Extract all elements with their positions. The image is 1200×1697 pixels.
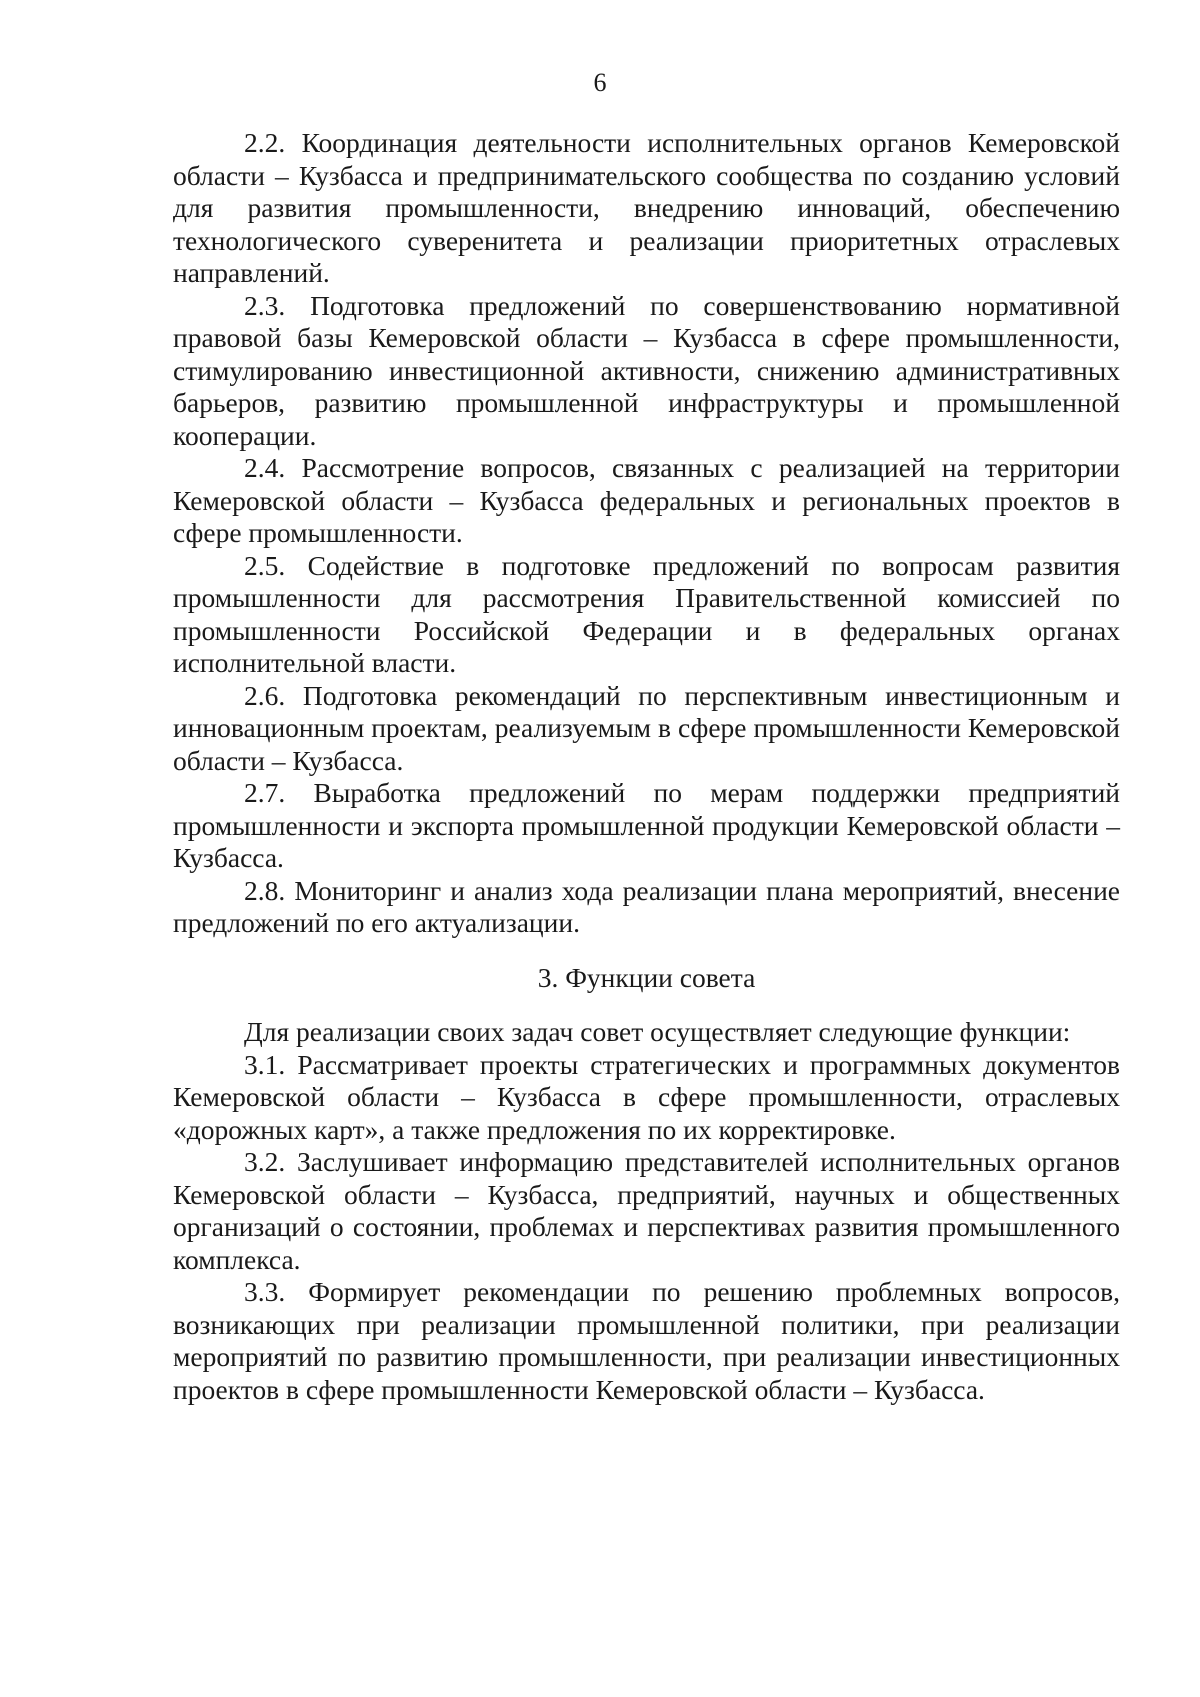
- paragraph-2-8: [173, 875, 1120, 940]
- paragraph-2-7: [173, 777, 1120, 875]
- paragraph-2-4: [173, 452, 1120, 550]
- item-text: Содействие в подготовке предложений по вопросам развития промышленности для рассмотрения Правительственной комиссией по промышленности Российской Федерации и в федеральных органах исполнительной власти.: [173, 549, 1121, 678]
- item-number: 3.1.: [244, 1048, 286, 1080]
- item-number: 2.4.: [244, 452, 286, 483]
- paragraph-3-2: [173, 1146, 1120, 1276]
- paragraph-2-3: [173, 290, 1120, 453]
- item-number: 2.8.: [244, 874, 286, 906]
- item-text: Рассматривает проекты стратегических и программных документов Кемеровской области – Кузбасса в сфере промышленности, отраслевых «дорожных карт», а также предложения по их корректировке.: [173, 1048, 1120, 1145]
- item-number: 2.2.: [244, 127, 286, 158]
- item-text: Формирует рекомендации по решению проблемных вопросов, возникающих при реализации промышленной политики, при реализации мероприятий по развитию промышленности, при реализации инвестиционных проектов в сфере промышленности Кемеровской области – Кузбасса.: [173, 1276, 1121, 1405]
- paragraph-2-6: [173, 680, 1120, 778]
- paragraph-3-3: [173, 1276, 1120, 1406]
- item-text: Подготовка рекомендаций по перспективным инвестиционным и инновационным проектам, реализуемым в сфере промышленности Кемеровской области – Кузбасса.: [173, 679, 1120, 776]
- item-number: 2.6.: [244, 679, 286, 711]
- item-text: Координация деятельности исполнительных органов Кемеровской области – Кузбасса и предпринимательского сообщества по созданию условий для развития промышленности, внедрению инноваций, обеспечению технологического суверенитета и реализации приоритетных отраслевых направлений.: [173, 127, 1120, 288]
- item-text: Выработка предложений по мерам поддержки предприятий промышленности и экспорта промышленной продукции Кемеровской области – Кузбасса.: [173, 777, 1121, 873]
- item-number: 2.7.: [244, 777, 286, 808]
- item-number: 2.5.: [244, 549, 286, 581]
- paragraph-2-5: [173, 550, 1120, 680]
- item-number: 3.3.: [244, 1276, 286, 1307]
- item-text: Подготовка предложений по совершенствованию нормативной правовой базы Кемеровской области – Кузбасса в сфере промышленности, стимулированию инвестиционной активности, снижению административных барьеров, развитию промышленной инфраструктуры и промышленной кооперации.: [173, 289, 1121, 451]
- item-number: 3.2.: [244, 1146, 286, 1177]
- item-text: Рассмотрение вопросов, связанных с реализацией на территории Кемеровской области – Кузбасса федеральных и региональных проектов в сфере промышленности.: [173, 452, 1120, 548]
- section-3-heading: 3. Функции совета: [537, 961, 756, 993]
- item-text: Мониторинг и анализ хода реализации плана мероприятий, внесение предложений по его актуализации.: [173, 874, 1121, 938]
- page-number: 6: [593, 68, 607, 97]
- section-3-intro: Для реализации своих задач совет осуществляет следующие функции:: [244, 1016, 1071, 1047]
- document-body: [173, 127, 1120, 1406]
- item-number: 2.3.: [244, 289, 286, 321]
- paragraph-3-1: [173, 1049, 1120, 1147]
- item-text: Заслушивает информацию представителей исполнительных органов Кемеровской области – Кузбасса, предприятий, научных и общественных организаций о состоянии, проблемах и перспективах развития промышленного комплекса.: [173, 1146, 1121, 1275]
- paragraph-2-2: [173, 127, 1120, 290]
